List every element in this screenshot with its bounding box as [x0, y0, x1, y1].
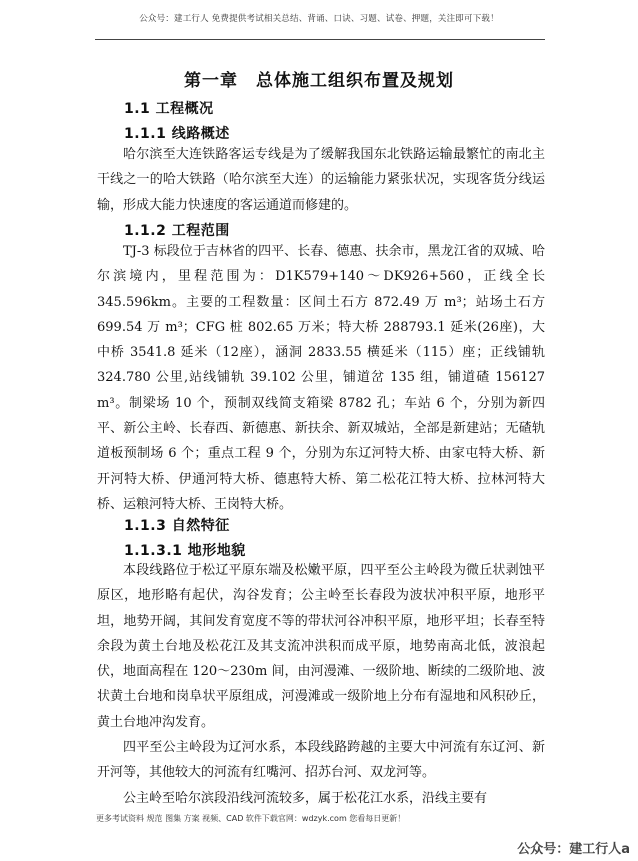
paragraph-text: 哈尔滨至大连铁路客运专线是为了缓解我国东北铁路运输最繁忙的南北主干线之一的哈大铁路（哈尔滨至大连）的运输能力紧张状况，实现客货分线运输，形成大能力快速度的客运通道而修建的。 [97, 147, 545, 213]
section-heading-1-1-1: 1.1.1 线路概述 [124, 126, 230, 142]
section-heading-1-1-2: 1.1.2 工程范围 [124, 223, 230, 239]
section-heading-1-1: 1.1 工程概况 [124, 101, 214, 117]
paragraph-text: 本段线路位于松辽平原东端及松嫩平原，四平至公主岭段为微丘状剥蚀平原区，地形略有起伏，沟谷发育；公主岭至长春段为波状冲积平原，地形平坦，地势开阔，其间发育宽度不等的带状河谷冲积平原，地形平坦；长春至特余段为黄土台地及松花江及其支流冲洪积而成平原，地势南高北低，波浪起伏，地面高程在 120～230m 间，由河漫滩、一级阶地、断续的二级阶地、波状黄土台地和岗阜状平原组成，河漫滩或一级阶地上分布有湿地和风积砂丘，黄土台地冲沟发育。 [97, 563, 545, 730]
footer-download-note: 更多考试资料 规范 图集 方案 视频、CAD 软件下载官网：wdzyk.com 您看每日更新！ [96, 814, 406, 823]
section-heading-1-1-3: 1.1.3 自然特征 [124, 518, 230, 534]
header-divider [95, 39, 545, 40]
chapter-title: 第一章 总体施工组织布置及规划 [184, 71, 454, 91]
paragraph-terrain [97, 558, 545, 811]
header-notice: 公众号：建工行人 免费提供考试相关总结、背诵、口诀、习题、试卷、押题，关注即可下载！ [139, 14, 499, 24]
paragraph-text: 四平至公主岭段为辽河水系，本段线路跨越的主要大中河流有东辽河、新开河等，其他较大的河流有红嘴河、招苏台河、双龙河等。 [97, 740, 545, 781]
paragraph-route-overview [97, 142, 545, 218]
footer-watermark: 公众号：建工行人a [517, 842, 630, 857]
section-heading-1-1-3-1: 1.1.3.1 地形地貌 [124, 543, 246, 559]
paragraph-project-scope [97, 239, 545, 517]
paragraph-text: 公主岭至哈尔滨段沿线河流较多，属于松花江水系，沿线主要有 [123, 790, 488, 806]
paragraph-text: TJ-3 标段位于吉林省的四平、长春、德惠、扶余市，黑龙江省的双城、哈尔滨境内，里程范围为：D1K579+140～DK926+560，正线全长 345.596km。主要的工程数量：区间土石方 872.49 万 m³；站场土石方 699.54 万 m³；CFG 桩 802.65 万米；特大桥 288793.1 延米(26座)，大中桥 3541.8 延米（12座），涵洞 2833.55 横延米（115）座；正线铺轨 324.780 公里,站线铺轨 39.102 公里，铺道岔 135 组，铺道碴 156127 m³。制梁场 10 个，预制双线简支箱梁 8782 孔；车站 6 个，分别为新四平、新公主岭、长春西、新德惠、新扶余、新双城站，全部是新建站；无碴轨道板预制场 6 个；重点工程 9 个，分别为东辽河特大桥、由家屯特大桥、新开河特大桥、伊通河特大桥、德惠特大桥、第二松花江特大桥、拉林河特大桥、运粮河特大桥、王岗特大桥。 [97, 244, 545, 512]
